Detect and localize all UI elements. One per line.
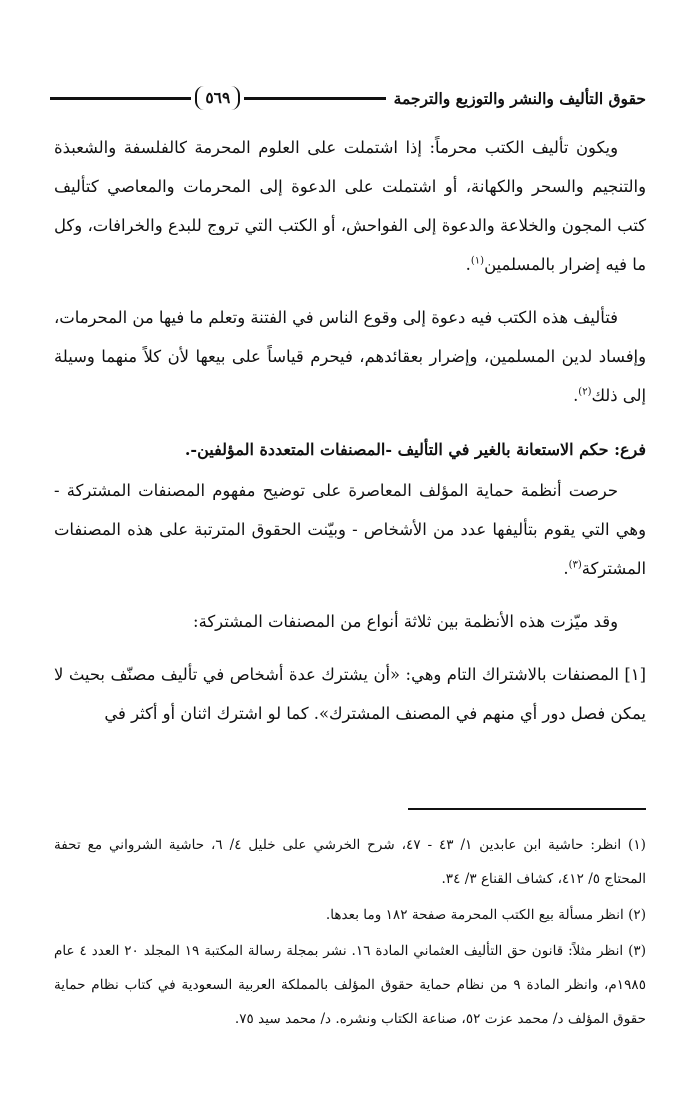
paragraph-3-end: .	[563, 559, 569, 578]
paragraph-1-end: .	[465, 255, 471, 274]
paragraph-gap	[54, 588, 646, 602]
paragraph-2-end: .	[573, 386, 579, 405]
paragraph-gap	[54, 641, 646, 655]
paragraph-3	[54, 471, 646, 588]
page-header	[50, 78, 646, 118]
footnote-ref-2: (٢)	[578, 386, 592, 398]
paragraph-gap	[54, 415, 646, 429]
paragraph-3-text: حرصت أنظمة حماية المؤلف المعاصرة على توضيح مفهوم المصنفات المشتركة - وهي التي يقوم بتأليفها عدد من الأشخاص - وبيّنت الحقوق المترتبة على هذه المصنفات المشتركة	[54, 481, 646, 578]
footnote-ref-1: (١)	[470, 255, 485, 267]
paragraph-gap	[54, 284, 646, 298]
footnote-separator	[408, 808, 646, 810]
paragraph-2	[54, 298, 646, 415]
header-rule-left	[50, 97, 191, 100]
paragraph-1	[54, 128, 646, 284]
header-rule-right	[244, 97, 385, 100]
footnote-3: (٣) انظر مثلاً: قانون حق التأليف العثماني المادة ١٦. نشر بمجلة رسالة المكتبة ١٩ المجلد ٢٠ العدد ٤ عام ١٩٨٥م، وانظر المادة ٩ من نظام حماية حقوق المؤلف بالمملكة العربية السعودية في كتاب نظام حماية حقوق المؤلف د/ محمد عزت ٥٢، صناعة الكتاب ونشره. د/ محمد سيد ٧٥.	[54, 943, 647, 1027]
section-heading: فرع: حكم الاستعانة بالغير في التأليف -المصنفات المتعددة المؤلفين-.	[184, 440, 646, 459]
footnote-1: (١) انظر: حاشية ابن عابدين ١/ ٤٣ - ٤٧، شرح الخرشي على خليل ٤/ ٦، حاشية الشرواني مع تحفة المحتاج ٥/ ٤١٢، كشاف القناع ٣/ ٣٤.	[54, 837, 646, 887]
paragraph-2-text: فتأليف هذه الكتب فيه دعوة إلى وقوع الناس في الفتنة وتعلم ما فيها من المحرمات، وإفساد لدين المسلمين، وإضرار بعقائدهم، فيحرم قياساً على بيعها لأن كلاً منهما وسيلة إلى ذلك	[54, 308, 646, 405]
footnote-2: (٢) انظر مسألة بيع الكتب المحرمة صفحة ١٨٢ وما بعدها.	[325, 907, 646, 923]
paragraph-1-text: ويكون تأليف الكتب محرماً: إذا اشتملت على العلوم المحرمة كالفلسفة والشعبذة والتنجيم والسحر والكهانة، أو اشتملت على الدعوة إلى المحرمات والمعاصي كتأليف كتب المجون والخلاعة والدعوة إلى الفواحش، أو الكتب التي تروج للبدع والخرافات، وكل ما فيه إضرار بالمسلمين	[54, 138, 646, 274]
footnotes	[54, 828, 646, 1038]
main-text	[54, 128, 646, 733]
footnote-ref-3: (٣)	[568, 559, 582, 571]
running-title: حقوق التأليف والنشر والتوزيع والترجمة	[393, 88, 646, 108]
paragraph-4: وقد ميّزت هذه الأنظمة بين ثلاثة أنواع من المصنفات المشتركة:	[193, 612, 618, 631]
page-number: ٥٦٩	[195, 86, 240, 110]
paragraph-5: [١] المصنفات بالاشتراك التام وهي: «أن يشترك عدة أشخاص في تأليف مصنّف بحيث لا يمكن فصل دور أي منهم في المصنف المشترك». كما لو اشترك اثنان أو أكثر في	[54, 665, 646, 723]
